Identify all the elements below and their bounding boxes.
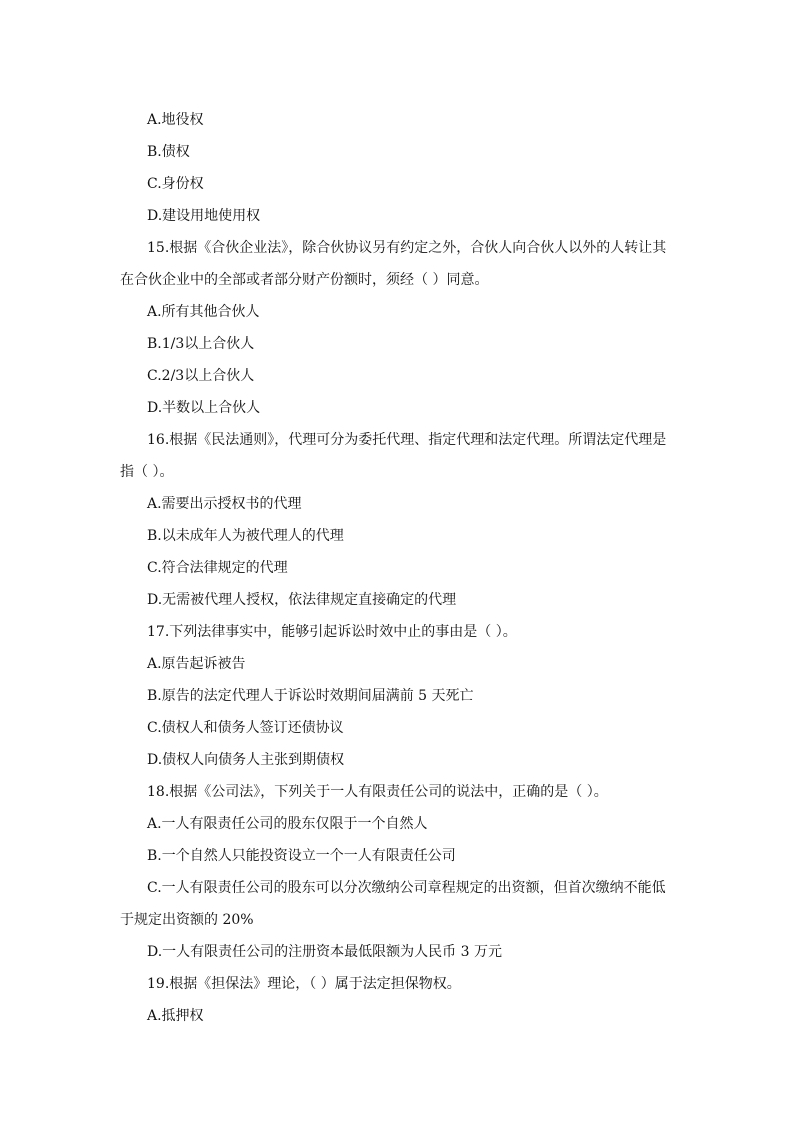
- answer-option-continued: 于规定出资额的 20%: [120, 912, 254, 928]
- question-16-text: 16.根据《民法通则》，代理可分为委托代理、指定代理和法定代理。所谓法定代理是: [147, 432, 667, 448]
- answer-option: A.地役权: [147, 112, 204, 128]
- question-17-text: 17.下列法律事实中，能够引起诉讼时效中止的事由是（ ）。: [147, 624, 517, 640]
- answer-option: B.债权: [147, 144, 190, 160]
- answer-option: D.半数以上合伙人: [147, 400, 261, 416]
- question-15-text: 15.根据《合伙企业法》，除合伙协议另有约定之外，合伙人向合伙人以外的人转让其: [147, 240, 667, 256]
- answer-option: A.一人有限责任公司的股东仅限于一个自然人: [147, 816, 428, 832]
- question-15-text-continued: 在合伙企业中的全部或者部分财产份额时，须经（ ）同意。: [120, 272, 489, 288]
- answer-option: B.1/3以上合伙人: [147, 336, 255, 352]
- answer-option: C.身份权: [147, 176, 204, 192]
- document-body: [120, 104, 676, 1032]
- answer-option: B.以未成年人为被代理人的代理: [147, 528, 344, 544]
- answer-option: D.债权人向债务人主张到期债权: [147, 752, 345, 768]
- answer-option: D.一人有限责任公司的注册资本最低限额为人民币 3 万元: [147, 944, 502, 960]
- answer-option: C.债权人和债务人签订还债协议: [147, 720, 344, 736]
- question-16-text-continued: 指（ ）。: [120, 464, 174, 480]
- answer-option: D.无需被代理人授权，依法律规定直接确定的代理: [147, 592, 457, 608]
- answer-option: C.2/3以上合伙人: [147, 368, 255, 384]
- answer-option: A.所有其他合伙人: [147, 304, 260, 320]
- answer-option: B.原告的法定代理人于诉讼时效期间届满前 5 天死亡: [147, 688, 474, 704]
- question-19-text: 19.根据《担保法》理论，（ ）属于法定担保物权。: [147, 976, 461, 992]
- question-18-text: 18.根据《公司法》，下列关于一人有限责任公司的说法中，正确的是（ ）。: [147, 784, 608, 800]
- answer-option: C.符合法律规定的代理: [147, 560, 288, 576]
- answer-option: A.抵押权: [147, 1008, 204, 1024]
- answer-option: C.一人有限责任公司的股东可以分次缴纳公司章程规定的出资额，但首次缴纳不能低: [147, 880, 666, 896]
- answer-option: A.原告起诉被告: [147, 656, 246, 672]
- answer-option: A.需要出示授权书的代理: [147, 496, 302, 512]
- answer-option: D.建设用地使用权: [147, 208, 261, 224]
- answer-option: B.一个自然人只能投资设立一个一人有限责任公司: [147, 848, 456, 864]
